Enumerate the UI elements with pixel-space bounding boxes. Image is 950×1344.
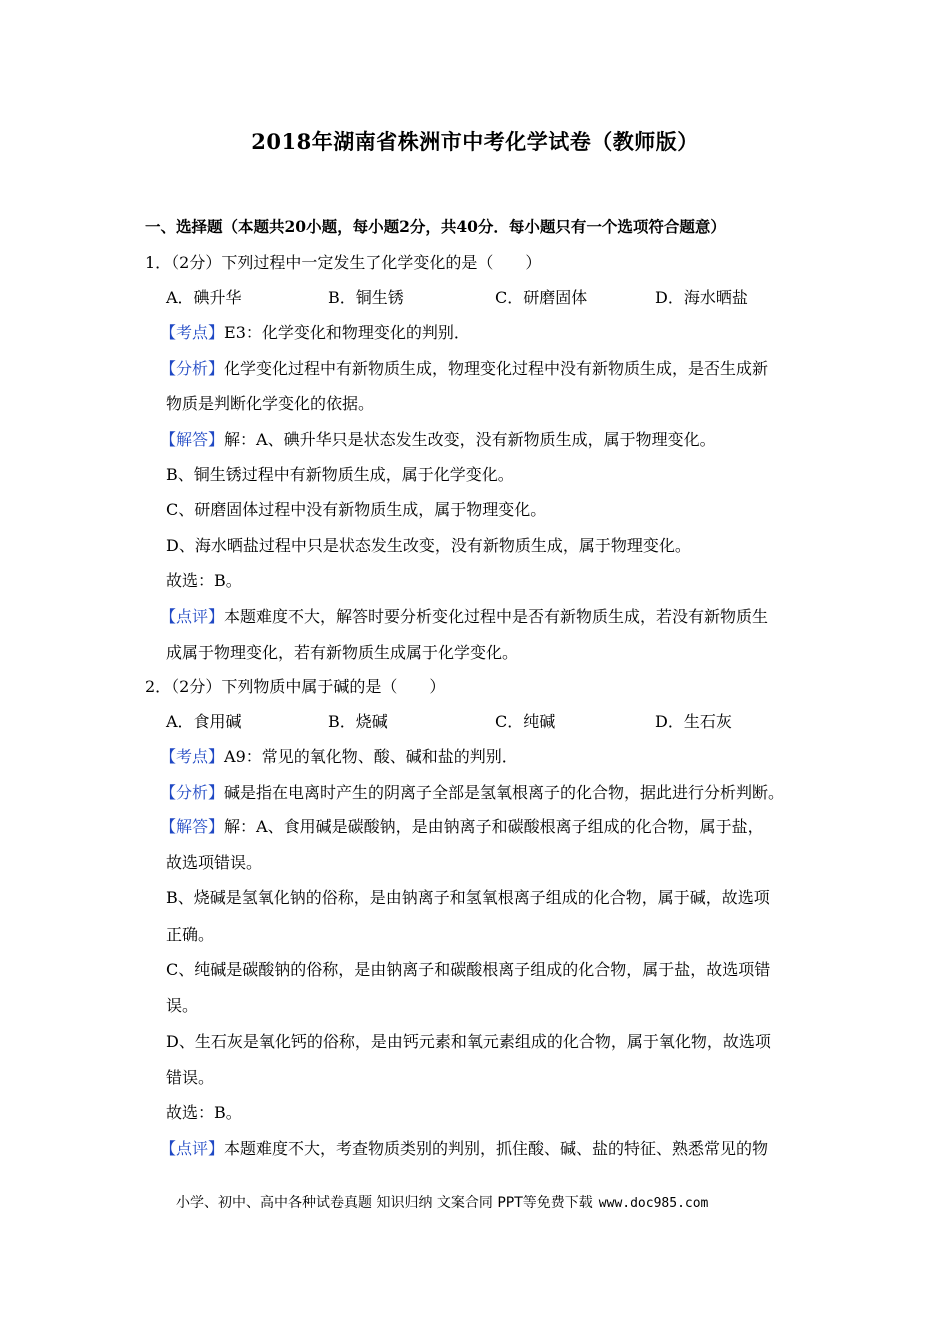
question-1-fenxi <box>160 358 768 380</box>
question-1-option-c: C．研磨固体 <box>495 288 588 307</box>
question-1-dianping-cont: 成属于物理变化，若有新物质生成属于化学变化。 <box>166 643 519 662</box>
jieda-text: 解：A、食用碱是碳酸钠，是由钠离子和碳酸根离子组成的化合物，属于盐， <box>224 817 764 836</box>
kaodian-tag: 【考点】 <box>160 323 225 342</box>
page-title: 2018年湖南省株洲市中考化学试卷（教师版） <box>251 129 699 154</box>
page-footer <box>176 1192 708 1212</box>
question-2-jieda <box>160 816 764 838</box>
question-1-jieda-c: C、研磨固体过程中没有新物质生成，属于物理变化。 <box>166 500 547 519</box>
fenxi-text: 化学变化过程中有新物质生成，物理变化过程中没有新物质生成，是否生成新 <box>224 359 769 378</box>
question-2-option-c: C．纯碱 <box>495 712 556 731</box>
question-2-jieda-b: B、烧碱是氢氧化钠的俗称，是由钠离子和氢氧根离子组成的化合物，属于碱，故选项 <box>166 888 770 907</box>
question-1-option-b: B．铜生锈 <box>328 288 404 307</box>
jieda-tag: 【解答】 <box>160 430 225 449</box>
question-2-jieda-b-cont: 正确。 <box>166 925 215 944</box>
question-2-dianping <box>160 1138 768 1160</box>
jieda-text: 解：A、碘升华只是状态发生改变，没有新物质生成，属于物理变化。 <box>224 430 716 449</box>
question-2-jieda-c: C、纯碱是碳酸钠的俗称，是由钠离子和碳酸根离子组成的化合物，属于盐，故选项错 <box>166 960 771 979</box>
question-1-jieda-d: D、海水晒盐过程中只是状态发生改变，没有新物质生成，属于物理变化。 <box>166 536 691 555</box>
dianping-tag: 【点评】 <box>160 607 225 626</box>
question-2-jieda-d: D、生石灰是氧化钙的俗称，是由钙元素和氧元素组成的化合物，属于氧化物，故选项 <box>166 1032 771 1051</box>
kaodian-text: A9：常见的氧化物、酸、碱和盐的判别． <box>224 747 518 766</box>
question-2-jieda-d-cont: 错误。 <box>166 1068 215 1087</box>
question-1-answer: 故选：B。 <box>166 571 242 590</box>
question-2-option-a: A．食用碱 <box>166 712 242 731</box>
fenxi-tag: 【分析】 <box>160 783 225 802</box>
question-2-option-d: D．生石灰 <box>655 712 732 731</box>
question-1-jieda-b: B、铜生锈过程中有新物质生成，属于化学变化。 <box>166 465 514 484</box>
footer-url[interactable]: www.doc985.com <box>598 1196 709 1211</box>
question-2-answer: 故选：B。 <box>166 1103 242 1122</box>
question-1-kaodian <box>160 322 470 344</box>
question-2-fenxi <box>160 782 784 804</box>
jieda-tag: 【解答】 <box>160 817 225 836</box>
question-1-jieda <box>160 429 716 451</box>
section-heading: 一、选择题（本题共20小题，每小题2分，共40分．每小题只有一个选项符合题意） <box>145 217 726 236</box>
question-1-dianping <box>160 606 768 628</box>
question-2-stem: 2．（2分）下列物质中属于碱的是（ ） <box>145 677 446 696</box>
question-1-option-a: A．碘升华 <box>166 288 242 307</box>
question-2-jieda-a-cont: 故选项错误。 <box>166 853 263 872</box>
question-2-jieda-c-cont: 误。 <box>166 996 199 1015</box>
question-2-kaodian <box>160 746 518 768</box>
dianping-tag: 【点评】 <box>160 1139 225 1158</box>
kaodian-tag: 【考点】 <box>160 747 225 766</box>
question-1-fenxi-cont: 物质是判断化学变化的依据。 <box>166 394 375 413</box>
footer-text: 小学、初中、高中各种试卷真题 知识归纳 文案合同 PPT等免费下载 <box>176 1195 593 1211</box>
question-1-stem: 1．（2分）下列过程中一定发生了化学变化的是（ ） <box>145 253 542 272</box>
fenxi-tag: 【分析】 <box>160 359 225 378</box>
question-1-option-d: D．海水晒盐 <box>655 288 748 307</box>
fenxi-text: 碱是指在电离时产生的阴离子全部是氢氧根离子的化合物，据此进行分析判断。 <box>224 783 785 802</box>
question-2-option-b: B．烧碱 <box>328 712 388 731</box>
dianping-text: 本题难度不大，解答时要分析变化过程中是否有新物质生成，若没有新物质生 <box>224 607 769 626</box>
kaodian-text: E3：化学变化和物理变化的判别． <box>224 323 470 342</box>
dianping-text: 本题难度不大，考查物质类别的判别，抓住酸、碱、盐的特征、熟悉常见的物 <box>224 1139 769 1158</box>
